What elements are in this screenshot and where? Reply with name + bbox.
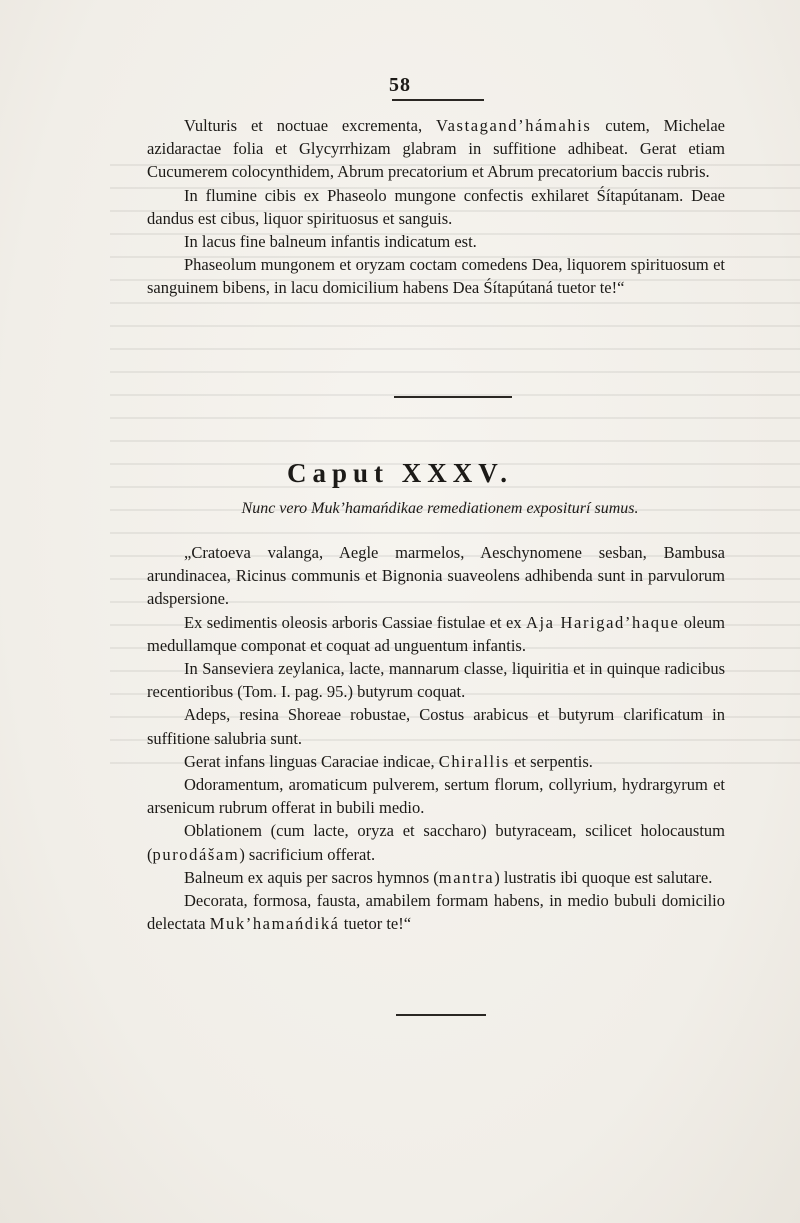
paragraph-4: Phaseolum mungonem et oryzam coctam comedens Dea, liquorem spirituosum et sanguinem bibens, in lacu domicilium habens Dea Śítapútaná tuetor te!“ — [147, 255, 725, 298]
text-run: Balneum ex aquis per sacros hymnos ( — [184, 867, 439, 887]
spaced-term: Aja Harigad’haque — [525, 612, 680, 632]
text-run: Gerat infans linguas Caraciae indicae, — [184, 751, 439, 771]
paragraph-11 — [147, 819, 725, 865]
paragraph-2: In flumine cibis ex Phaseolo mungone confectis exhilaret Śítapútanam. Deae dandus est cibus, liquor spirituosus et sanguis. — [147, 185, 725, 228]
text-run: ) lustratis ibi quoque est salutare. — [494, 867, 713, 887]
spaced-term: Muk’hamańdiká — [209, 914, 340, 934]
text-run: et serpentis. — [509, 751, 593, 771]
paragraph-5: „Cratoeva valanga, Aegle marmelos, Aeschynomene sesban, Bambusa arundinacea, Ricinus communis et Bignonia suaveolens adhibenda sunt in parvulorum adspersione. — [147, 543, 725, 609]
section-2 — [147, 541, 725, 935]
text-run: Oblationem (cum lacte, oryza et saccharo) butyraceam, scilicet holocaustum ( — [147, 821, 725, 864]
spaced-term: Vastagand’hámahis — [435, 116, 592, 135]
chapter-subtitle: Nunc vero Muk’hamańdikae remediationem expositurí sumus. — [241, 500, 639, 517]
paragraph-8: Adeps, resina Shoreae robustae, Costus arabicus et butyrum clarificatum in suffitione salubria sunt. — [147, 705, 725, 748]
paragraph-3: In lacus fine balneum infantis indicatum est. — [184, 232, 477, 252]
spaced-term: mantra — [438, 867, 495, 887]
text-run: Vulturis et noctuae excrementa, — [184, 116, 436, 135]
paragraph-10: Odoramentum, aromaticum pulverem, sertum florum, collyrium, hydrargyrum et arsenicum rubrum offerat in bubili medio. — [147, 775, 725, 818]
end-divider — [396, 1014, 486, 1016]
paragraph-13 — [147, 889, 725, 935]
section-divider — [394, 396, 512, 398]
text-run: Ex sedimentis oleosis arboris Cassiae fistulae et ex — [184, 612, 526, 632]
spaced-term: Chirallis — [438, 751, 510, 771]
text-run: oleum medullamque componat et coquat ad unguentum infantis. — [147, 612, 725, 655]
text-run: Decorata, formosa, fausta, amabilem formam habens, in medio bubuli domicilio delectata — [147, 891, 725, 934]
page-number-rule — [392, 99, 484, 101]
paragraph-1 — [147, 114, 725, 184]
text-run: cutem, Michelae azidaractae folia et Glycyrrhizam glabram in suffitione adhibeat. Gerat etiam Cucumerem colocynthidem, Abrum precatorium et Abrum precatorium baccis rubris. — [147, 116, 725, 182]
page-number: 58 — [389, 74, 411, 96]
text-run: tuetor te!“ — [339, 914, 412, 934]
paragraph-12 — [147, 866, 725, 889]
paragraph-6 — [147, 611, 725, 657]
text-run: ) sacrificium offerat. — [239, 844, 376, 864]
paragraph-7: In Sanseviera zeylanica, lacte, mannarum classe, liquiritia et in quinque radicibus recentioribus (Tom. I. pag. 95.) butyrum coquat. — [147, 659, 725, 702]
chapter-title: Caput XXXV. — [286, 458, 514, 488]
paragraph-9 — [147, 750, 725, 773]
spaced-term: purodášam — [152, 844, 240, 864]
section-1 — [147, 114, 725, 300]
